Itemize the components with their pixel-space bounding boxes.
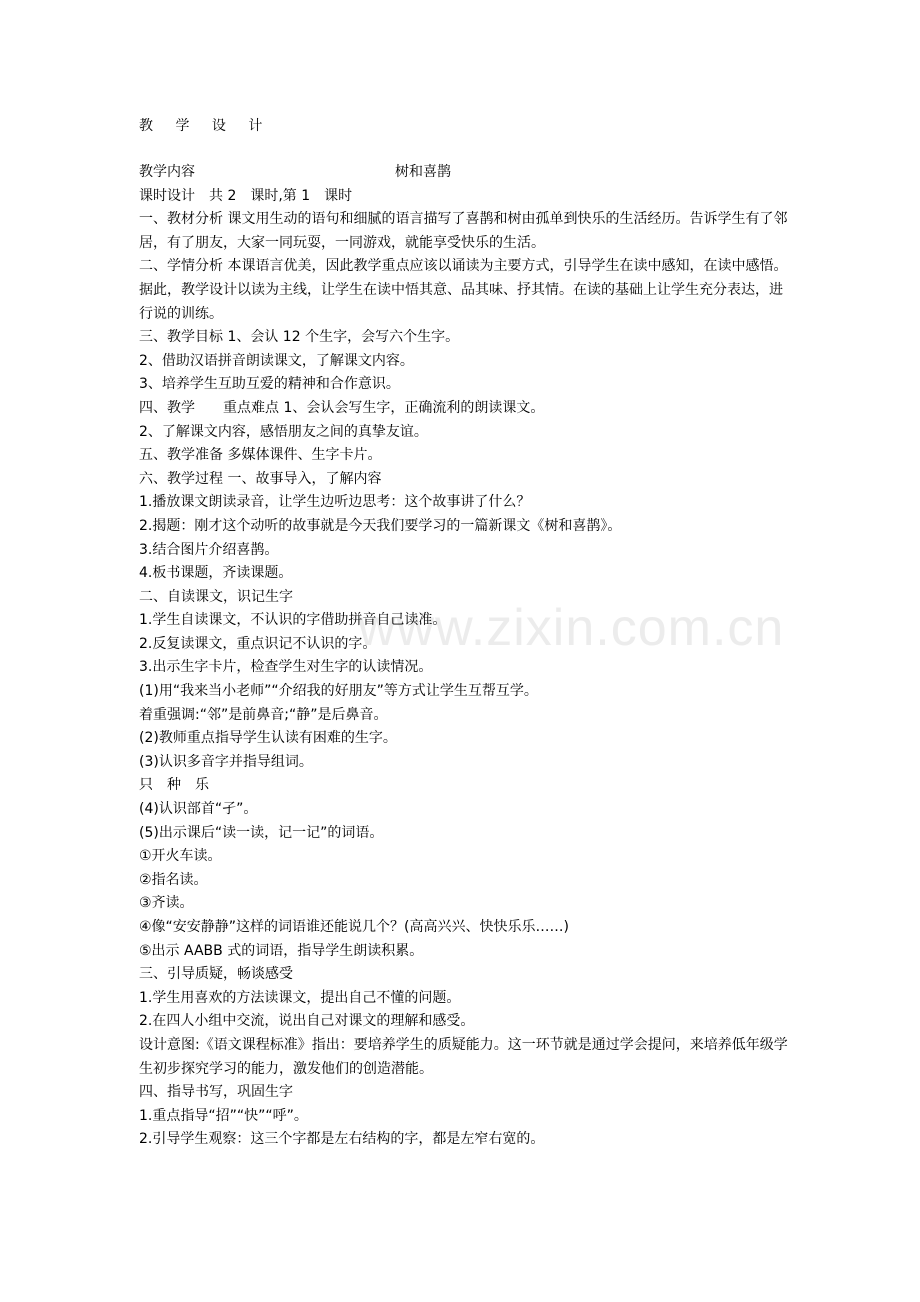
section-student-analysis: 二、学情分析 本课语言优美，因此教学重点应该以诵读为主要方式，引导学生在读中感知，在读中感悟。据此，教学设计以读为主线，让学生在读中悟其意、品其味、抒其情。在读的基础上让学生充分表达，进行说的训练。 bbox=[139, 258, 788, 322]
goal-item: 3、培养学生互助互爱的精神和合作意识。 bbox=[139, 376, 400, 393]
section-preparation: 五、教学准备 多媒体课件、生字卡片。 bbox=[139, 447, 382, 464]
process-substep: (5)出示课后“读一读，记一记”的词语。 bbox=[139, 824, 384, 841]
section-goals: 三、教学目标 1、会认 12 个生字，会写六个生字。 bbox=[139, 329, 460, 346]
subsection-heading: 三、引导质疑，畅谈感受 bbox=[139, 966, 293, 983]
document-body bbox=[139, 161, 789, 1152]
section-process: 六、教学过程 一、故事导入，了解内容 bbox=[139, 470, 382, 487]
process-note: 着重强调:“邻”是前鼻音;“静”是后鼻音。 bbox=[139, 706, 388, 723]
document-title: 教 学 设 计 bbox=[139, 118, 272, 134]
subsection-heading: 四、指导书写，巩固生字 bbox=[139, 1084, 293, 1101]
polyphone-chars: 只 种 乐 bbox=[139, 777, 209, 794]
process-step: 1.播放课文朗读录音，让学生边听边思考：这个故事讲了什么？ bbox=[139, 494, 531, 511]
subsection-heading: 二、自读课文，识记生字 bbox=[139, 588, 293, 605]
reading-method: ⑤出示 AABB 式的词语，指导学生朗读积累。 bbox=[139, 942, 424, 959]
reading-method: ③齐读。 bbox=[139, 895, 194, 912]
content-value: 树和喜鹊 bbox=[395, 164, 451, 180]
section-key-points: 四、教学 重点难点 1、会认会写生字，正确流利的朗读课文。 bbox=[139, 399, 545, 416]
process-step: 2.在四人小组中交流，说出自己对课文的理解和感受。 bbox=[139, 1013, 475, 1030]
watermark-text: www.zixin.com.cn bbox=[358, 599, 785, 657]
process-step: 2.反复读课文，重点识记不认识的字。 bbox=[139, 635, 377, 652]
process-step: 4.板书课题，齐读课题。 bbox=[139, 565, 293, 582]
process-step: 1.学生用喜欢的方法读课文，提出自己不懂的问题。 bbox=[139, 989, 461, 1006]
key-point-item: 2、了解课文内容，感悟朋友之间的真挚友谊。 bbox=[139, 423, 428, 440]
reading-method: ①开火车读。 bbox=[139, 848, 222, 865]
process-substep: (1)用“我来当小老师”“介绍我的好朋友”等方式让学生互帮互学。 bbox=[139, 683, 538, 700]
process-step: 3.结合图片介绍喜鹊。 bbox=[139, 541, 279, 558]
section-material-analysis: 一、教材分析 课文用生动的语句和细腻的语言描写了喜鹊和树由孤单到快乐的生活经历。告诉学生有了邻居，有了朋友，大家一同玩耍，一同游戏，就能享受快乐的生活。 bbox=[139, 211, 788, 251]
goal-item: 2、借助汉语拼音朗读课文，了解课文内容。 bbox=[139, 352, 414, 369]
reading-method: ②指名读。 bbox=[139, 871, 208, 888]
process-substep: (3)认识多音字并指导组词。 bbox=[139, 753, 313, 770]
period-line: 课时设计 共 2 课时,第 1 课时 bbox=[139, 187, 353, 204]
process-step: 3.出示生字卡片，检查学生对生字的认读情况。 bbox=[139, 659, 433, 676]
process-substep: (2)教师重点指导学生认读有困难的生字。 bbox=[139, 730, 397, 747]
process-step: 1.重点指导“招”“快”“呼”。 bbox=[139, 1107, 308, 1124]
design-intent: 设计意图:《语文课程标准》指出：要培养学生的质疑能力。这一环节就是通过学会提问，来培养低年级学生初步探究学习的能力，激发他们的创造潜能。 bbox=[139, 1036, 788, 1077]
process-step: 1.学生自读课文，不认识的字借助拼音自己读准。 bbox=[139, 612, 447, 629]
reading-method: ④像“安安静静”这样的词语谁还能说几个？(高高兴兴、快快乐乐……) bbox=[139, 919, 569, 935]
process-step: 2.引导学生观察：这三个字都是左右结构的字，都是左窄右宽的。 bbox=[139, 1131, 545, 1148]
content-row bbox=[139, 161, 789, 185]
process-substep: (4)认识部首“孑”。 bbox=[139, 801, 258, 818]
content-label: 教学内容 bbox=[139, 164, 195, 180]
process-step: 2.揭题：刚才这个动听的故事就是今天我们要学习的一篇新课文《树和喜鹊》。 bbox=[139, 517, 622, 534]
